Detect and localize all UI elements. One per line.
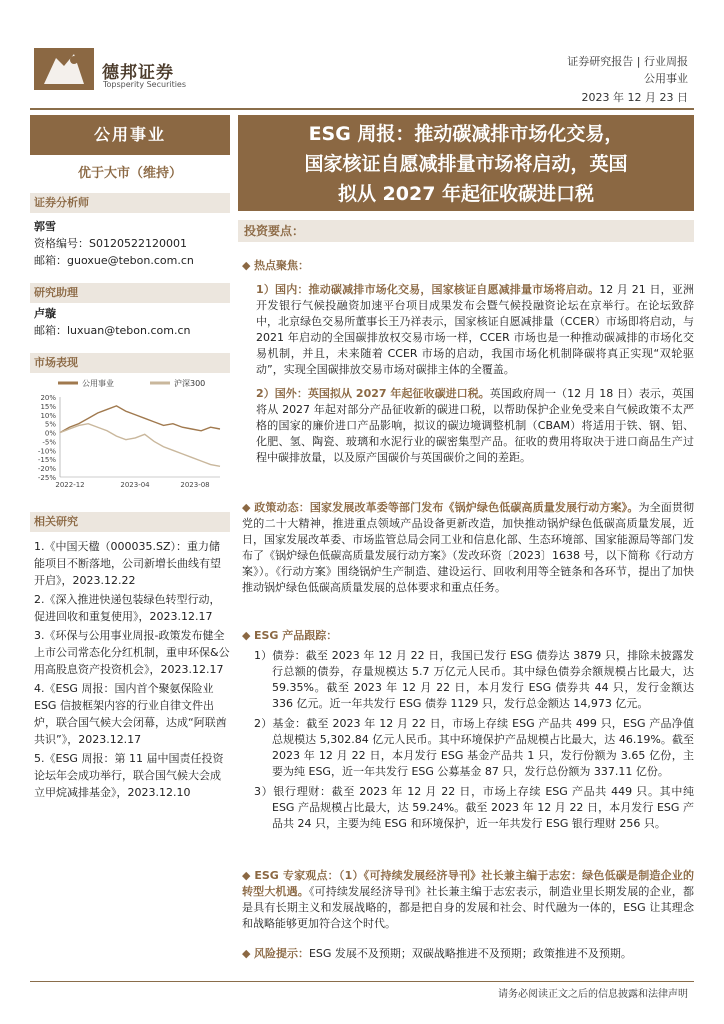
- risk-section: [242, 946, 694, 962]
- assistant-heading: 研究助理: [30, 283, 230, 303]
- title-line: 拟从 2027 年起征收碳进口税: [337, 183, 595, 205]
- y-tick-label: -15%: [37, 456, 56, 465]
- risk-body: ESG 发展不及预期；双碳战略推进不及预期；政策推进不及预期。: [308, 947, 632, 960]
- y-tick-label: 0%: [44, 429, 56, 438]
- expert-body: 《可持续发展经济导刊》社长兼主编于志宏表示，制造业里长期发展的企业，都是具有长期主义和发展战略的，都是把自身的发展和社会、时代融为一体的，ESG 让其理念和战略能够更加符合这个时代。: [242, 885, 695, 930]
- expert-section: [242, 868, 694, 932]
- hot-title: 热点聚焦：: [253, 259, 309, 272]
- expert-head: ESG 专家观点：（1）《可持续发展经济导刊》社长兼主编于志宏：绿色低碳是制造企业的转型大机遇。: [242, 869, 694, 898]
- policy-body: 为全面贯彻党的二十大精神，推进重点领域产品设备更新改造，加快推动锅炉绿色低碳高质量发展，近日，国家发展改革委、市场监管总局会同工业和信息化部、生态环境部、国家能源局等部门发布了《锅炉绿色低碳高质量发展行动方案》（发改环资〔2023〕1638 号，以下简称《行动方案》）。《行动方案》围绕锅炉生产制造、建设运行、回收利用等全链条和各环节，提出了加快推动锅炉绿色低碳高质量发展的总体要求和重点任务。: [242, 501, 695, 594]
- p2-body: 英国政府周一（12 月 18 日）表示，英国将从 2027 年起对部分产品征收新的碳进口税，以帮助保护企业免受来自气候政策不太严格的国家的廉价进口产品影响，拟议的碳边境调整机制（CBAM）将适用于铁、钢、铝、化肥、氢、陶瓷、玻璃和水泥行业的碳密集型产品。征收的费用将取决于进口商品生产过程中碳排放量，以及原产国碳价与英国碳价之间的差距。: [256, 387, 694, 464]
- analyst-name: 郭雪: [34, 220, 56, 233]
- market-heading: 市场表现: [30, 353, 230, 373]
- related-item[interactable]: 4.《ESG 周报：国内首个聚氨保险业 ESG 信披框架内容的行业自律文件出炉，联合国气候大会闭幕，达成“阿联酋共识”》，2023.12.17: [34, 682, 227, 746]
- report-industry: 公用事业: [644, 72, 688, 85]
- track-head: ESG 产品跟踪：: [253, 629, 338, 642]
- company-logo-icon: [34, 48, 94, 90]
- policy-section: [242, 500, 694, 596]
- y-tick-label: -25%: [37, 474, 56, 482]
- report-type: 证券研究报告 | 行业周报: [567, 55, 688, 68]
- footer-disclaimer: 请务必阅读正文之后的信息披露和法律声明: [498, 989, 688, 1000]
- legend-label-a: 公用事业: [82, 379, 114, 388]
- legend-label-b: 沪深300: [174, 379, 206, 388]
- track-item: 1）债券：截至 2023 年 12 月 22 日，我国已发行 ESG 债券达 3879 只，排除未披露发行总额的债券，存量规模达 5.7 万亿元人民币。其中绿色债券余额规模占比最大，达 59.35%。截至 2023 年 12 月 22 日，本月发行 ESG 债券共 44 只，发行金额达 336 亿元。近一年共发行 ESG 债券 1129 只，发行总金额达 14,973 亿元。: [254, 649, 694, 710]
- track-item: 3）银行理财：截至 2023 年 12 月 22 日，市场上存续 ESG 产品共 449 只。其中纯 ESG 产品规模占比最大，达 59.24%。截至 2023 年 12 月 22 日，本月发行 ESG 产品共 24 只，主要为纯 ESG 和环境保护，近一年共发行 ESG 银行理财 256 只。: [254, 785, 694, 830]
- header-divider: [30, 108, 694, 110]
- logo-text-en: Topsperity Securities: [103, 80, 187, 89]
- related-item[interactable]: 2.《深入推进快递包装绿色转型行动，促进回收和重复使用》，2023.12.17: [34, 593, 221, 623]
- title-line: 国家核证自愿减排量市场将启动，英国: [304, 153, 628, 175]
- investment-heading: 投资要点：: [238, 220, 694, 242]
- x-tick-label: 2023-04: [120, 481, 150, 489]
- y-tick-label: 15%: [40, 402, 56, 411]
- p2-head: 2）国外：英国拟从 2027 年起征收碳进口税。: [256, 387, 490, 400]
- bullet-icon: ◆: [242, 947, 254, 960]
- related-item[interactable]: 3.《环保与公用事业周报-政策发布健全上市公司常态化分红机制，重申环保&公用高股息资产投资机会》，2023.12.17: [34, 629, 230, 676]
- hot-section: [242, 258, 694, 466]
- related-heading: 相关研究: [30, 512, 230, 532]
- p1-body: 12 月 21 日，亚洲开发银行气候投融资加速平台项目成果发布会暨气候投融资论坛在京举行。在论坛致辞中，北京绿色交易所董事长王乃祥表示，国家核证自愿减排量（CCER）市场即将启动，与 2021 年启动的全国碳排放权交易市场一样，CCER 市场也是一种推动碳减排的市场化交易机制，并且，未来随着 CCER 市场的启动，我国市场化机制降碳将真正实现“双轮驱动”，实现全国碳排放交易市场对碳排主体的全覆盖。: [256, 283, 694, 376]
- bullet-icon: ◆: [242, 501, 255, 514]
- title-line: ESG 周报：推动碳减排市场化交易，: [308, 123, 624, 145]
- related-item[interactable]: 1.《中国天楹（000035.SZ）：重力储能项目不断落地，公司新增长曲线有望开启》，2023.12.22: [34, 540, 221, 587]
- sector-label: 公用事业: [30, 115, 230, 155]
- assistant-name: 卢璇: [34, 307, 56, 320]
- y-tick-label: 10%: [40, 411, 56, 420]
- analyst-cert: 资格编号：S0120522120001: [34, 237, 187, 250]
- assistant-email: 邮箱：luxuan@tebon.com.cn: [34, 324, 191, 337]
- rating-label: 优于大市（维持）: [77, 166, 182, 181]
- bullet-icon: ◆: [242, 629, 254, 642]
- risk-head: 风险提示：: [253, 947, 309, 960]
- series-line-0: [60, 406, 220, 433]
- y-tick-label: -10%: [37, 447, 56, 456]
- related-item[interactable]: 5.《ESG 周报：第 11 届中国责任投资论坛年会成功举行，联合国气候大会成立甲烷减排基金》，2023.12.10: [34, 752, 224, 799]
- track-section: [242, 628, 694, 832]
- footer-divider: [30, 981, 694, 982]
- related-list: [34, 538, 230, 803]
- logo-text: 德邦证券: [102, 63, 174, 83]
- y-tick-label: 20%: [40, 394, 56, 402]
- market-chart: [30, 375, 230, 495]
- bullet-icon: ◆: [242, 259, 254, 272]
- y-tick-label: -5%: [42, 438, 56, 447]
- y-tick-label: -20%: [37, 465, 56, 474]
- analyst-heading: 证券分析师: [30, 193, 230, 213]
- y-tick-label: 5%: [44, 420, 56, 429]
- x-tick-label: 2022-12: [55, 481, 85, 489]
- track-item: 2）基金：截至 2023 年 12 月 22 日，市场上存续 ESG 产品共 499 只，ESG 产品净值总规模达 5,302.84 亿元人民币。其中环境保护产品规模占比最大，达 46.19%。截至 2023 年 12 月 22 日，本月发行 ESG 基金产品共 1 只，发行份额为 3.65 亿份，主要为纯 ESG，近一年共发行 ESG 公募基金 87 只，发行总份额为 337.11 亿份。: [254, 717, 694, 778]
- bullet-icon: ◆: [242, 869, 255, 882]
- report-date: 2023 年 12 月 23 日: [581, 91, 688, 104]
- x-tick-label: 2023-08: [180, 481, 210, 489]
- analyst-email: 邮箱：guoxue@tebon.com.cn: [34, 254, 194, 267]
- policy-head: 政策动态：国家发展改革委等部门发布《锅炉绿色低碳高质量发展行动方案》。: [254, 501, 639, 514]
- market-chart-svg: [30, 375, 230, 495]
- report-title: [238, 115, 694, 211]
- p1-head: 1）国内：推动碳减排市场化交易，国家核证自愿减排量市场将启动。: [256, 283, 600, 296]
